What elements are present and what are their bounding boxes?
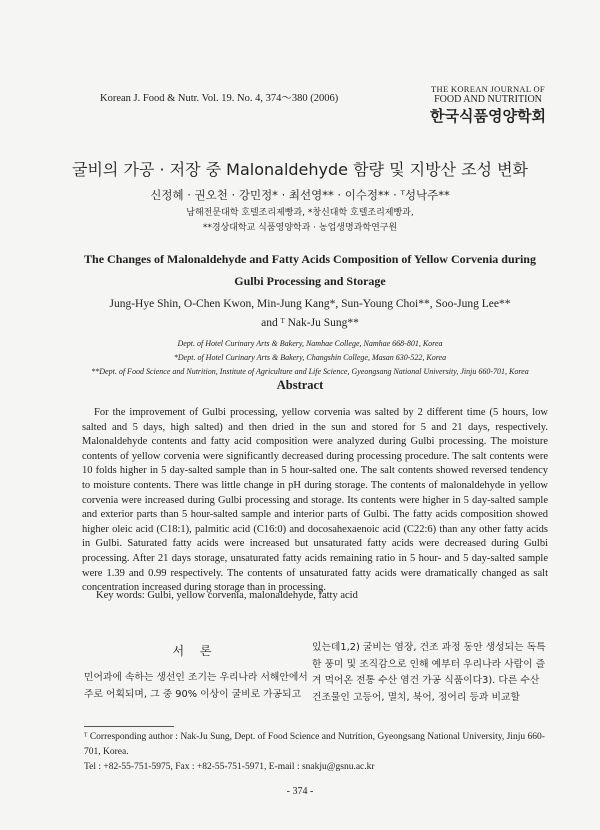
english-affiliation-1: Dept. of Hotel Curinary Arts & Bakery, Namhae College, Namhae 668-801, Korea xyxy=(177,339,443,348)
page-number: - 374 - xyxy=(286,786,314,797)
introduction-right-text: 있는데1,2) 굴비는 염장, 건조 과정 동안 생성되는 독특한 풍미 및 조직감으로 인해 예부터 우리나라 사람이 즐겨 먹어온 전통 수산 염건 가공 식품이다3). 다른 수산 건조물인 고등어, 멸치, 북어, 정어리 등과 비교할 xyxy=(312,642,546,703)
journal-name-line-1: THE KOREAN JOURNAL OF xyxy=(431,84,545,94)
abstract-text: For the improvement of Gulbi processing, yellow corvenia was salted by 2 different time (5 hours, low salted and 5 days, high salted) and then dried in the sun and stored for 5 and 21 days, respectively. Malonaldehyde contents and fatty acid composition were analyzed during Gulbi processing. The moisture contents of yellow corvenia were significantly decreased during processing procedure. The salt contents were 10 folds higher in 5 day-salted sample than in 5 hour-salted one. The salt contents showed reversed tendency to moisture contents. There was little change in pH during storage. The contents of malonaldehyde in yellow corvenia were increased during Gulbi processing and storage. Its contents were higher in 5 day-salted sample and exterior parts than 5 hour-salted sample and interior parts of Gulbi. The fatty acids composition showed higher oleic acid (C18:1), palmitic acid (C16:0) and docosahexaenoic acid (C22:6) than any other fatty acids in Gulbi. Saturated fatty acids were increased but unsaturated fatty acids were decreased during Gulbi processing. After 21 days storage, unsaturated fatty acids remaining ratio in 5 hour- and 5 day-salted sample were 1.39 and 0.99 respectively. The contents of unsaturated fatty acids were dramatically changed as salt concentration increased during storage than in processing. xyxy=(82,407,548,594)
introduction-heading: 서 론 xyxy=(172,644,218,658)
korean-affiliation-1: 남해전문대학 호텔조리제빵과, *창신대학 호텔조리제빵과, xyxy=(186,208,414,218)
korean-affiliations xyxy=(0,206,600,236)
english-affiliation-3: **Dept. of Food Science and Nutrition, Institute of Agriculture and Life Science, Gyeongsang National University, Jinju 660-701, Korea xyxy=(91,367,529,376)
abstract-heading: Abstract xyxy=(276,378,324,392)
journal-masthead xyxy=(422,84,554,126)
english-authors-line-1: Jung-Hye Shin, O-Chen Kwon, Min-Jung Kang*, Sun-Young Choi**, Soo-Jung Lee** xyxy=(109,298,511,310)
korean-title: 굴비의 가공 · 저장 중 Malonaldehyde 함량 및 지방산 조성 변화 xyxy=(72,160,528,179)
keywords: Key words: Gulbi, yellow corvenia, malonaldehyde, fatty acid xyxy=(96,590,358,601)
abstract-body xyxy=(82,406,548,596)
english-affiliation-2: *Dept. of Hotel Curinary Arts & Bakery, Changshin College, Masan 630-522, Korea xyxy=(173,353,447,362)
introduction-left-column xyxy=(84,670,314,703)
journal-citation: Korean J. Food & Nutr. Vol. 19. No. 4, 374～380 (2006) xyxy=(100,93,339,104)
introduction-left-text: 민어과에 속하는 생선인 조기는 우리나라 서해안에서 주로 어획되며, 그 중 90% 이상이 굴비로 가공되고 xyxy=(84,672,308,700)
footnote-divider xyxy=(84,726,174,727)
footnote-line-1: ᵀ Corresponding author : Nak-Ju Sung, Dept. of Food Science and Nutrition, Gyeongsang National University, Jinju 660-701, Korea. xyxy=(84,732,545,757)
english-title-line-1: The Changes of Malonaldehyde and Fatty Acids Composition of Yellow Corvenia during xyxy=(84,252,536,266)
english-authors-line-2: and ᵀ Nak-Ju Sung** xyxy=(261,317,359,329)
korean-affiliation-2: **경상대학교 식품영양학과 · 농업생명과학연구원 xyxy=(202,223,398,233)
korean-authors: 신정혜 · 권오천 · 강민정* · 최선영** · 이수정** · ᵀ성낙주** xyxy=(150,188,450,202)
footnote xyxy=(84,730,554,775)
introduction-right-column xyxy=(312,640,550,706)
society-name-korean: 한국식품영양학회 xyxy=(430,107,546,125)
english-title-line-2: Gulbi Processing and Storage xyxy=(234,274,386,288)
english-affiliations xyxy=(30,337,590,379)
journal-name-line-2: FOOD AND NUTRITION xyxy=(434,94,542,105)
footnote-line-2: Tel : +82-55-751-5975, Fax : +82-55-751-5971, E-mail : snakju@gsnu.ac.kr xyxy=(84,762,375,772)
english-authors xyxy=(60,295,560,333)
english-title xyxy=(60,248,560,292)
